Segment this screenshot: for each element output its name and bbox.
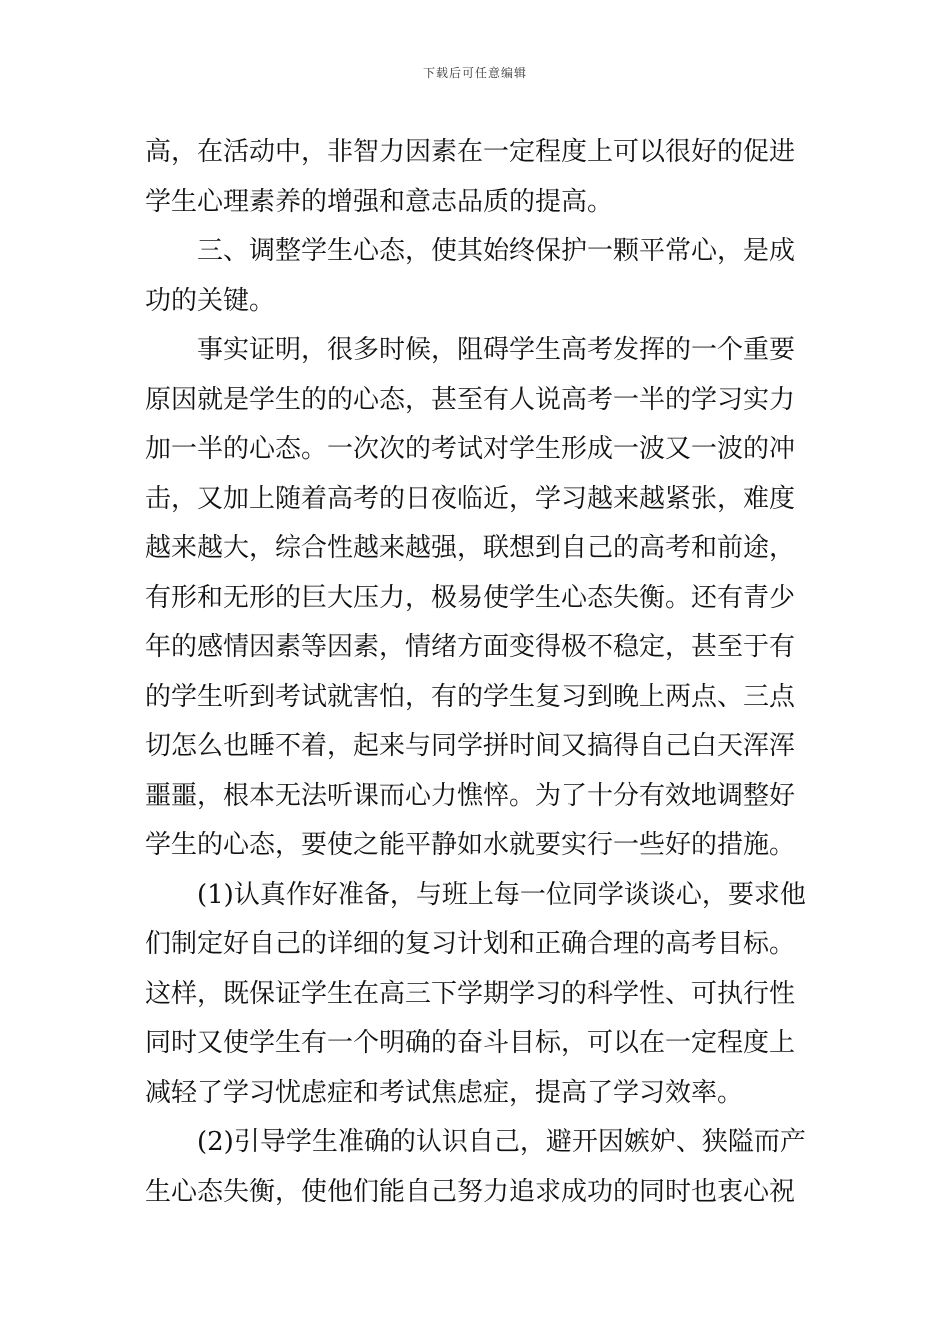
- text-line: 同时又使学生有一个明确的奋斗目标，可以在一定程度上: [145, 1028, 796, 1058]
- list-item-line: (1)认真作好准备，与班上每一位同学谈谈心，要求他: [197, 879, 806, 910]
- text-line: 减轻了学习忧虑症和考试焦虑症，提高了学习效率。: [145, 1077, 744, 1108]
- text-line: 学生的心态，要使之能平静如水就要实行一些好的措施。: [145, 830, 796, 860]
- text-line: 的学生听到考试就害怕，有的学生复习到晚上两点、三点: [145, 681, 796, 712]
- header-note: 下载后可任意编辑: [422, 66, 527, 80]
- body-text: [145, 128, 805, 1217]
- text-line: 们制定好自己的详细的复习计划和正确合理的高考目标。: [145, 929, 796, 959]
- list-item-line: (2)引导学生准确的认识自己，避开因嫉妒、狭隘而产: [197, 1127, 806, 1157]
- text-line: 有形和无形的巨大压力，极易使学生心态失衡。还有青少: [145, 582, 796, 613]
- text-line: 这样，既保证学生在高三下学期学习的科学性、可执行性: [145, 978, 796, 1009]
- text-line: 事实证明，很多时候，阻碍学生高考发挥的一个重要: [197, 335, 796, 365]
- text-line: 加一半的心态。一次次的考试对学生形成一波又一波的冲: [145, 434, 796, 464]
- text-line: 高，在活动中，非智力因素在一定程度上可以很好的促进: [145, 137, 796, 167]
- text-line: 原因就是学生的的心态，甚至有人说高考一半的学习实力: [145, 384, 796, 415]
- section-heading-line: 三、调整学生心态，使其始终保护一颗平常心，是成: [197, 236, 796, 266]
- text-line: 击，又加上随着高考的日夜临近，学习越来越紧张，难度: [145, 483, 796, 514]
- text-line: 噩噩，根本无法听课而心力憔悴。为了十分有效地调整好: [145, 780, 796, 811]
- text-line: 越来越大，综合性越来越强，联想到自己的高考和前途，: [145, 533, 796, 563]
- text-line: 切怎么也睡不着，起来与同学拼时间又搞得自己白天浑浑: [145, 731, 796, 761]
- text-line: 学生心理素养的增强和意志品质的提高。: [145, 186, 614, 217]
- text-line: 生心态失衡，使他们能自己努力追求成功的同时也衷心祝: [145, 1176, 796, 1207]
- text-line: 年的感情因素等因素，情绪方面变得极不稳定，甚至于有: [145, 632, 796, 662]
- section-heading-line: 功的关键。: [145, 285, 276, 316]
